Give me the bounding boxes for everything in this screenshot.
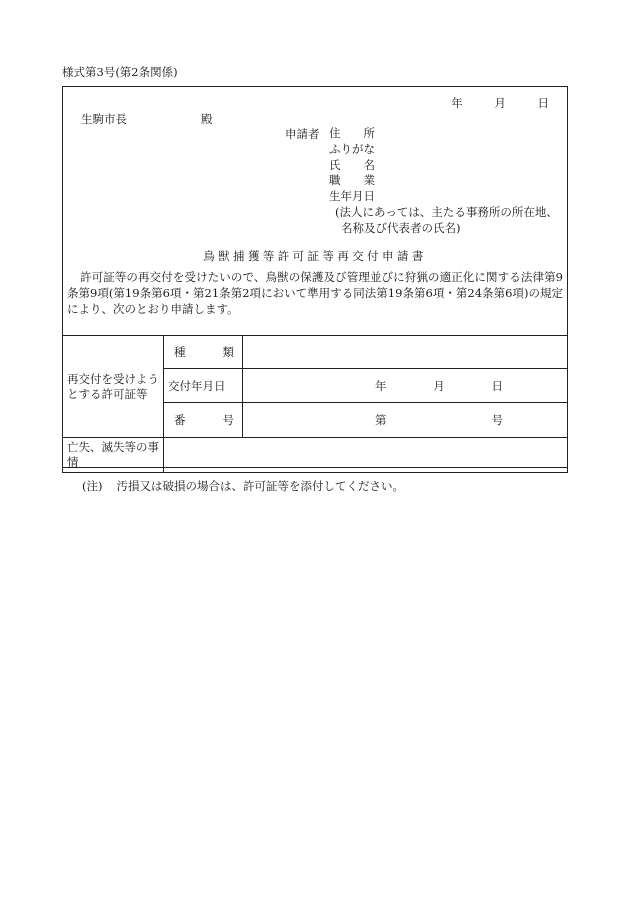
- corporate-note-line-1: (法人にあっては、主たる事務所の所在地、: [335, 204, 558, 219]
- applicant-furigana-label: ふりがな: [329, 141, 375, 156]
- application-form: [62, 86, 568, 468]
- type-label: [164, 336, 243, 369]
- date-year: 年: [451, 96, 463, 110]
- type-value-field[interactable]: [243, 336, 568, 369]
- application-statement: 許可証等の再交付を受けたいので、鳥獣の保護及び管理並びに狩猟の適正化に関する法律第9条第9項(第19条第6項・第21条第2項において準用する同法第19条第6項・第24条第6項)の規定により、次のとおり申請します。: [67, 270, 563, 316]
- number-label-char-2: 号: [222, 413, 234, 427]
- form-number: 様式第3号(第2条関係): [62, 65, 178, 79]
- applicant-occupation-label: 職 業: [329, 173, 375, 188]
- number-suffix: 号: [491, 413, 503, 427]
- number-prefix: 第: [375, 413, 387, 427]
- corporate-note-line-2: 名称及び代表者の氏名): [341, 220, 461, 235]
- applicant-name-label: 氏 名: [329, 157, 375, 172]
- reissue-details-table: [62, 335, 568, 473]
- table-row: [63, 336, 568, 369]
- note-marker: (注): [82, 479, 103, 493]
- date-day: 日: [537, 96, 549, 110]
- addressee-name: 生駒市長: [81, 112, 127, 126]
- date-month: 月: [494, 96, 506, 110]
- addressee-honorific: 殿: [201, 112, 213, 126]
- issue-day: 日: [491, 378, 503, 393]
- type-label-char-2: 類: [222, 345, 234, 359]
- reissue-group-label: 再交付を受けようとする許可証等: [63, 336, 164, 438]
- issue-date-label: 交付年月日: [164, 369, 243, 403]
- issue-month: 月: [433, 378, 445, 393]
- table-row: [63, 438, 568, 473]
- addressee: [81, 111, 213, 127]
- loss-circumstances-label: 亡失、滅失等の事情: [63, 438, 164, 473]
- issue-date-field[interactable]: [243, 369, 568, 403]
- number-field[interactable]: [243, 403, 568, 438]
- note-text: 汚損又は破損の場合は、許可証等を添付してください。: [116, 479, 404, 493]
- number-label: [164, 403, 243, 438]
- note: [82, 478, 418, 494]
- applicant-address-label: 住 所: [329, 126, 375, 140]
- applicant-label: 申請者: [285, 127, 320, 141]
- applicant-fields: [329, 126, 558, 237]
- issue-year: 年: [375, 378, 387, 393]
- document-title: 鳥獣捕獲等許可証等再交付申請書: [203, 249, 427, 263]
- number-label-char-1: 番: [174, 413, 186, 427]
- date-line: [451, 95, 549, 111]
- loss-circumstances-field[interactable]: [164, 438, 568, 473]
- applicant-birthdate-label: 生年月日: [329, 189, 375, 204]
- type-label-char-1: 種: [174, 345, 186, 359]
